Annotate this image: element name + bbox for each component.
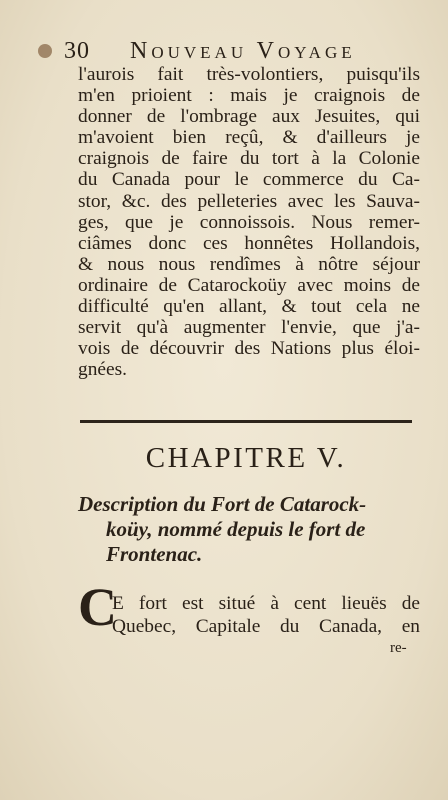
text-line: E fort est situé à cent lieuës de bbox=[112, 593, 420, 614]
text-line: & nous nous rendîmes à nôtre séjour bbox=[78, 253, 420, 275]
text-line: Quebec, Capitale du Canada, en bbox=[112, 616, 420, 637]
page-number: 30 bbox=[64, 38, 90, 64]
text-line: vois de découvrir des Nations plus éloi- bbox=[78, 338, 420, 360]
text-line: m'en prioient : mais je craignois de bbox=[78, 85, 420, 107]
text-line: ges, que je connoissois. Nous remer- bbox=[78, 211, 420, 233]
text-line: servit qu'à augmenter l'envie, que j'a- bbox=[78, 317, 420, 339]
text-line: difficulté qu'en allant, & tout cela ne bbox=[78, 296, 420, 318]
chapter-title: CHAPITRE V. bbox=[145, 442, 347, 474]
text-line: ciâmes donc ces honnêtes Hollandois, bbox=[78, 232, 420, 254]
running-head: Nouveau Voyage bbox=[130, 38, 356, 64]
ink-stain bbox=[38, 44, 52, 58]
text-line: ordinaire de Catarockoüy avec moins de bbox=[78, 274, 420, 296]
catchword: re- bbox=[390, 640, 407, 656]
subtitle-line: Description du Fort de Catarock- bbox=[78, 492, 367, 516]
text-line: stor, &c. des pelleteries avec les Sauva- bbox=[78, 190, 420, 212]
drop-cap: C bbox=[78, 577, 117, 637]
chapter-subtitle bbox=[78, 492, 420, 567]
chapter-divider bbox=[80, 420, 412, 423]
text-line: l'aurois fait très-volontiers, puisqu'ils bbox=[78, 64, 420, 85]
text-line: craignois de faire du tort à la Colonie bbox=[78, 148, 420, 170]
text-line: du Canada pour le commerce du Ca- bbox=[78, 169, 420, 191]
opening-paragraph bbox=[78, 592, 420, 638]
body-paragraph bbox=[78, 64, 420, 380]
text-line: m'avoient bien reçû, & d'ailleurs je bbox=[78, 127, 420, 149]
text-line: donner de l'ombrage aux Jesuites, qui bbox=[78, 106, 420, 128]
subtitle-line: koüy, nommé depuis le fort de bbox=[106, 517, 366, 541]
text-line: gnées. bbox=[78, 359, 127, 381]
subtitle-line: Frontenac. bbox=[106, 542, 203, 566]
